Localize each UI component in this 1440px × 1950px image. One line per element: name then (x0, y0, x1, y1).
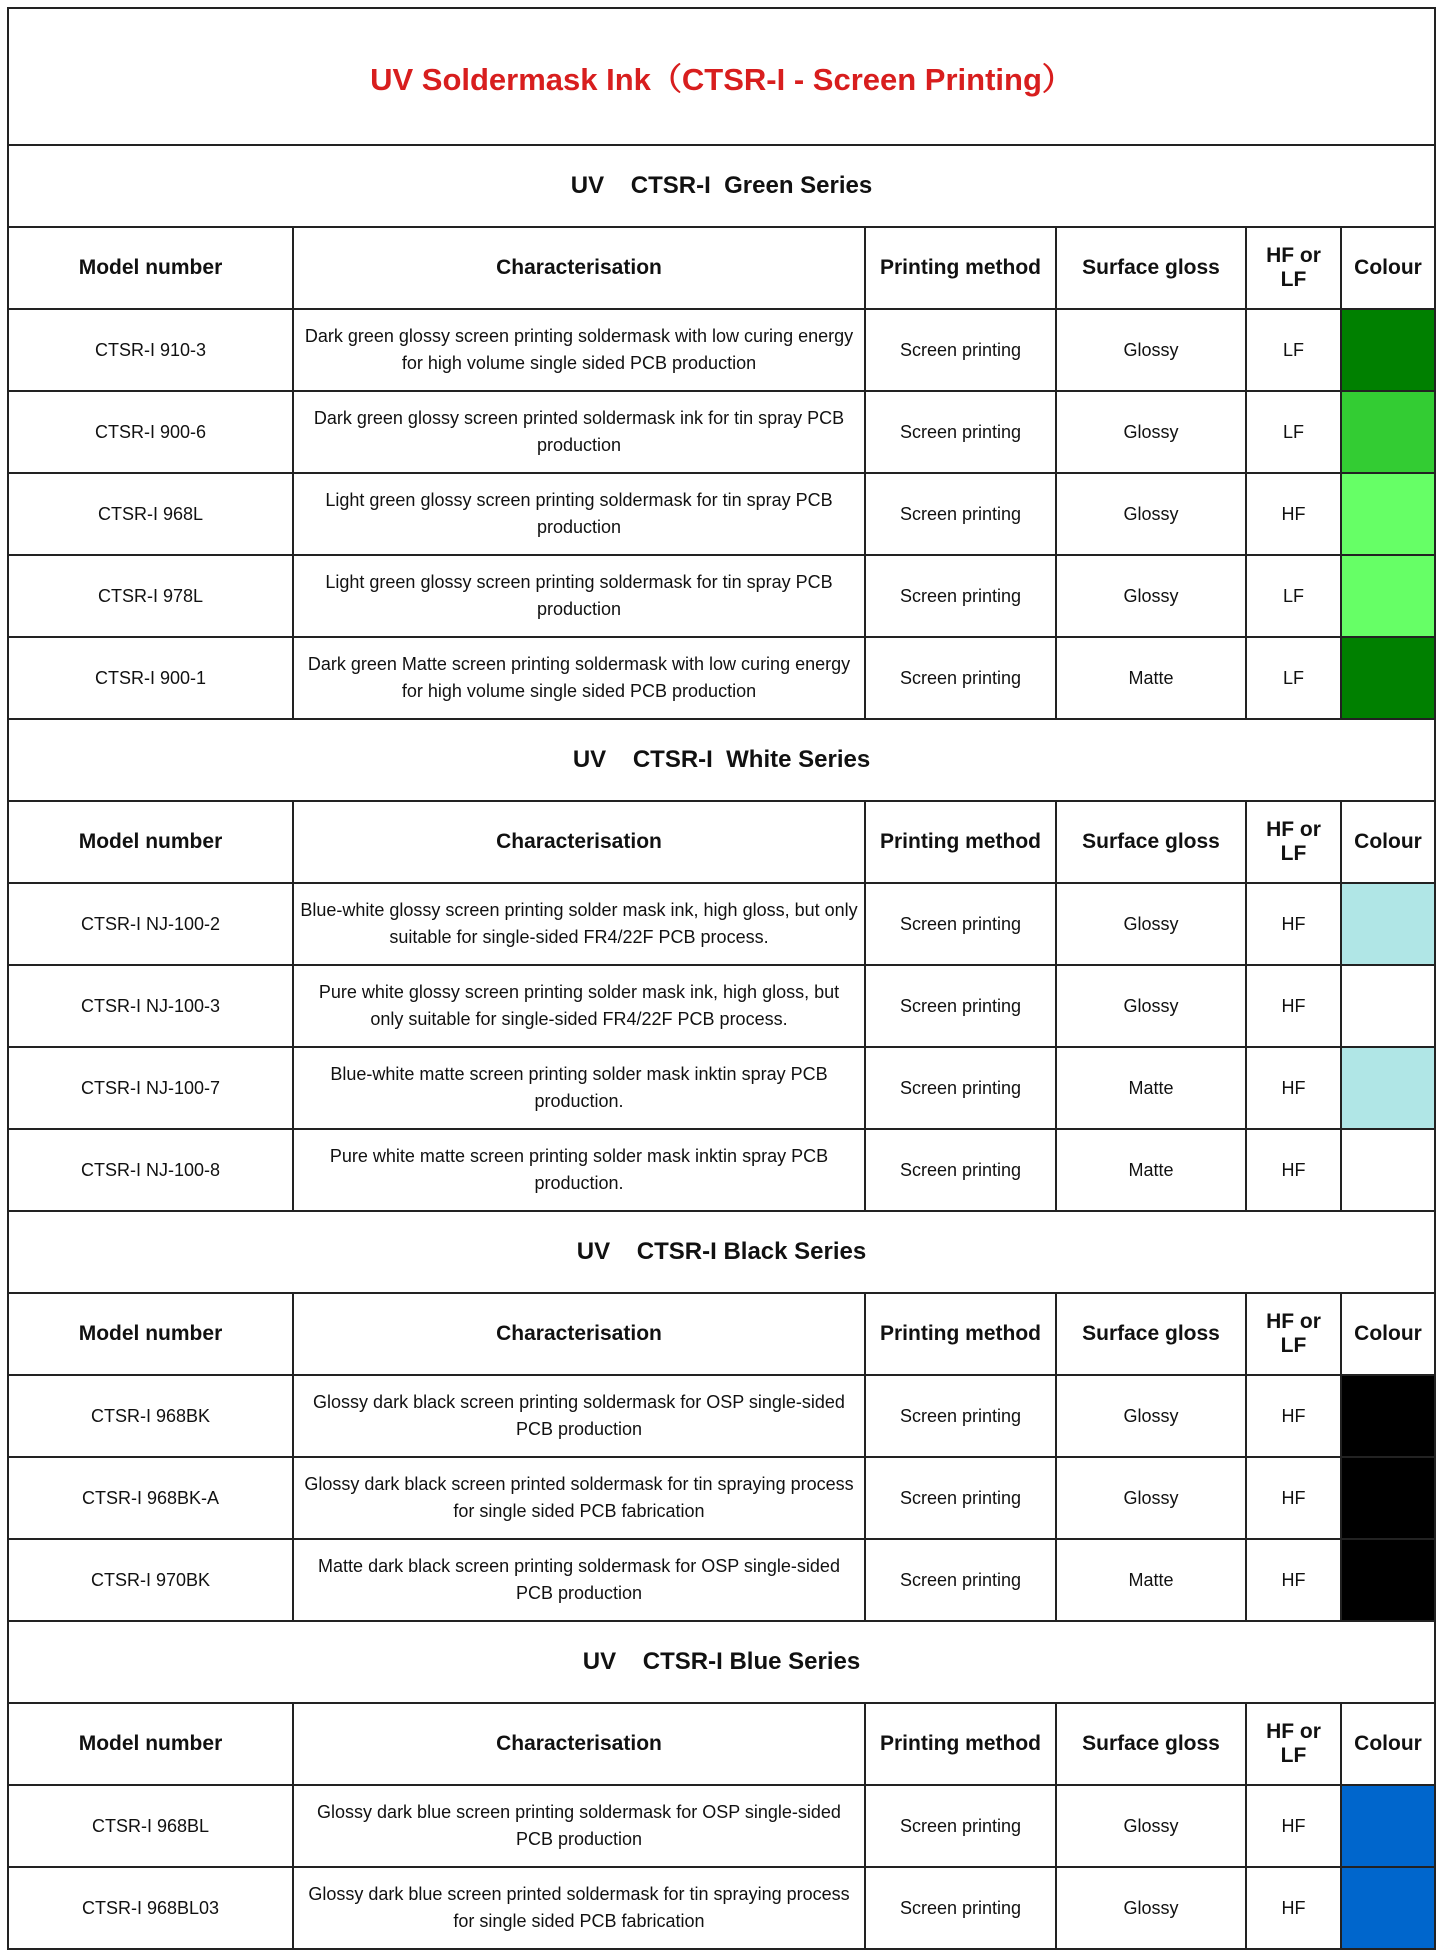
characterisation-cell: Dark green glossy screen printing soldermask with low curing energy for high volume single sided PCB production (293, 309, 865, 391)
table-row (8, 965, 1435, 1047)
series-title-row (8, 1211, 1435, 1293)
table-row (8, 1785, 1435, 1867)
printing-method-cell: Screen printing (865, 555, 1056, 637)
colour-swatch (1341, 391, 1435, 473)
header-surface-gloss: Surface gloss (1056, 1703, 1246, 1785)
header-surface-gloss: Surface gloss (1056, 801, 1246, 883)
header-characterisation: Characterisation (293, 801, 865, 883)
colour-swatch (1341, 883, 1435, 965)
colour-swatch (1341, 555, 1435, 637)
table-row (8, 309, 1435, 391)
table-row (8, 883, 1435, 965)
hf-lf-cell: HF (1246, 1539, 1341, 1621)
printing-method-cell: Screen printing (865, 1539, 1056, 1621)
page-title: UV Soldermask Ink（CTSR-I - Screen Printing） (8, 8, 1435, 145)
model-number-cell: CTSR-I NJ-100-3 (8, 965, 293, 1047)
surface-gloss-cell: Glossy (1056, 883, 1246, 965)
series-title-row (8, 145, 1435, 227)
hf-lf-cell: HF (1246, 965, 1341, 1047)
characterisation-cell: Glossy dark black screen printing soldermask for OSP single-sided PCB production (293, 1375, 865, 1457)
table-row (8, 1539, 1435, 1621)
hf-lf-cell: HF (1246, 1129, 1341, 1211)
printing-method-cell: Screen printing (865, 1457, 1056, 1539)
column-header-row (8, 227, 1435, 309)
characterisation-cell: Glossy dark blue screen printed soldermask for tin spraying process for single sided PCB fabrication (293, 1867, 865, 1949)
hf-lf-cell: HF (1246, 1457, 1341, 1539)
model-number-cell: CTSR-I 968L (8, 473, 293, 555)
surface-gloss-cell: Matte (1056, 637, 1246, 719)
header-colour: Colour (1341, 1703, 1435, 1785)
series-title: UV CTSR-I Black Series (8, 1211, 1435, 1293)
model-number-cell: CTSR-I 970BK (8, 1539, 293, 1621)
header-printing-method: Printing method (865, 227, 1056, 309)
hf-lf-cell: HF (1246, 883, 1341, 965)
header-printing-method: Printing method (865, 1293, 1056, 1375)
column-header-row (8, 1703, 1435, 1785)
surface-gloss-cell: Glossy (1056, 1375, 1246, 1457)
colour-swatch (1341, 1785, 1435, 1867)
table-row (8, 1867, 1435, 1949)
hf-lf-cell: HF (1246, 473, 1341, 555)
model-number-cell: CTSR-I 968BK-A (8, 1457, 293, 1539)
characterisation-cell: Glossy dark blue screen printing soldermask for OSP single-sided PCB production (293, 1785, 865, 1867)
model-number-cell: CTSR-I 910-3 (8, 309, 293, 391)
hf-lf-cell: HF (1246, 1867, 1341, 1949)
series-title: UV CTSR-I Green Series (8, 145, 1435, 227)
printing-method-cell: Screen printing (865, 1867, 1056, 1949)
model-number-cell: CTSR-I 900-1 (8, 637, 293, 719)
header-colour: Colour (1341, 227, 1435, 309)
printing-method-cell: Screen printing (865, 391, 1056, 473)
model-number-cell: CTSR-I 968BL (8, 1785, 293, 1867)
hf-lf-cell: LF (1246, 637, 1341, 719)
colour-swatch (1341, 1375, 1435, 1457)
header-characterisation: Characterisation (293, 1703, 865, 1785)
header-colour: Colour (1341, 801, 1435, 883)
hf-lf-cell: LF (1246, 309, 1341, 391)
header-hf-or-lf: HF or LF (1246, 801, 1341, 883)
surface-gloss-cell: Glossy (1056, 965, 1246, 1047)
printing-method-cell: Screen printing (865, 1047, 1056, 1129)
header-model-number: Model number (8, 1293, 293, 1375)
characterisation-cell: Blue-white matte screen printing solder mask inktin spray PCB production. (293, 1047, 865, 1129)
header-model-number: Model number (8, 801, 293, 883)
printing-method-cell: Screen printing (865, 1785, 1056, 1867)
header-hf-or-lf: HF or LF (1246, 1293, 1341, 1375)
series-title: UV CTSR-I Blue Series (8, 1621, 1435, 1703)
characterisation-cell: Glossy dark black screen printed soldermask for tin spraying process for single sided PCB fabrication (293, 1457, 865, 1539)
printing-method-cell: Screen printing (865, 1129, 1056, 1211)
characterisation-cell: Light green glossy screen printing soldermask for tin spray PCB production (293, 473, 865, 555)
characterisation-cell: Light green glossy screen printing soldermask for tin spray PCB production (293, 555, 865, 637)
characterisation-cell: Dark green Matte screen printing soldermask with low curing energy for high volume single sided PCB production (293, 637, 865, 719)
characterisation-cell: Blue-white glossy screen printing solder mask ink, high gloss, but only suitable for single-sided FR4/22F PCB process. (293, 883, 865, 965)
table-row (8, 637, 1435, 719)
hf-lf-cell: HF (1246, 1785, 1341, 1867)
surface-gloss-cell: Glossy (1056, 1785, 1246, 1867)
header-surface-gloss: Surface gloss (1056, 227, 1246, 309)
model-number-cell: CTSR-I NJ-100-8 (8, 1129, 293, 1211)
printing-method-cell: Screen printing (865, 883, 1056, 965)
colour-swatch (1341, 1539, 1435, 1621)
characterisation-cell: Pure white glossy screen printing solder mask ink, high gloss, but only suitable for single-sided FR4/22F PCB process. (293, 965, 865, 1047)
column-header-row (8, 801, 1435, 883)
header-model-number: Model number (8, 227, 293, 309)
table-row (8, 1129, 1435, 1211)
surface-gloss-cell: Glossy (1056, 473, 1246, 555)
colour-swatch (1341, 1129, 1435, 1211)
header-surface-gloss: Surface gloss (1056, 1293, 1246, 1375)
header-hf-or-lf: HF or LF (1246, 227, 1341, 309)
printing-method-cell: Screen printing (865, 637, 1056, 719)
table-row (8, 391, 1435, 473)
model-number-cell: CTSR-I 968BL03 (8, 1867, 293, 1949)
table-row (8, 1457, 1435, 1539)
printing-method-cell: Screen printing (865, 965, 1056, 1047)
model-number-cell: CTSR-I NJ-100-2 (8, 883, 293, 965)
colour-swatch (1341, 1457, 1435, 1539)
soldermask-spec-table (7, 7, 1436, 1950)
header-hf-or-lf: HF or LF (1246, 1703, 1341, 1785)
table-row (8, 1375, 1435, 1457)
header-printing-method: Printing method (865, 1703, 1056, 1785)
surface-gloss-cell: Glossy (1056, 309, 1246, 391)
surface-gloss-cell: Matte (1056, 1047, 1246, 1129)
series-title-row (8, 719, 1435, 801)
model-number-cell: CTSR-I NJ-100-7 (8, 1047, 293, 1129)
column-header-row (8, 1293, 1435, 1375)
table-row (8, 1047, 1435, 1129)
colour-swatch (1341, 473, 1435, 555)
colour-swatch (1341, 965, 1435, 1047)
table-row (8, 555, 1435, 637)
series-title-row (8, 1621, 1435, 1703)
hf-lf-cell: HF (1246, 1047, 1341, 1129)
characterisation-cell: Matte dark black screen printing soldermask for OSP single-sided PCB production (293, 1539, 865, 1621)
header-printing-method: Printing method (865, 801, 1056, 883)
title-row (8, 8, 1435, 145)
surface-gloss-cell: Glossy (1056, 1457, 1246, 1539)
surface-gloss-cell: Glossy (1056, 555, 1246, 637)
surface-gloss-cell: Matte (1056, 1539, 1246, 1621)
header-model-number: Model number (8, 1703, 293, 1785)
printing-method-cell: Screen printing (865, 1375, 1056, 1457)
surface-gloss-cell: Matte (1056, 1129, 1246, 1211)
hf-lf-cell: HF (1246, 1375, 1341, 1457)
header-characterisation: Characterisation (293, 1293, 865, 1375)
colour-swatch (1341, 1047, 1435, 1129)
series-title: UV CTSR-I White Series (8, 719, 1435, 801)
model-number-cell: CTSR-I 968BK (8, 1375, 293, 1457)
hf-lf-cell: LF (1246, 555, 1341, 637)
colour-swatch (1341, 1867, 1435, 1949)
header-colour: Colour (1341, 1293, 1435, 1375)
surface-gloss-cell: Glossy (1056, 1867, 1246, 1949)
printing-method-cell: Screen printing (865, 309, 1056, 391)
model-number-cell: CTSR-I 900-6 (8, 391, 293, 473)
table-row (8, 473, 1435, 555)
printing-method-cell: Screen printing (865, 473, 1056, 555)
colour-swatch (1341, 637, 1435, 719)
characterisation-cell: Pure white matte screen printing solder mask inktin spray PCB production. (293, 1129, 865, 1211)
characterisation-cell: Dark green glossy screen printed soldermask ink for tin spray PCB production (293, 391, 865, 473)
hf-lf-cell: LF (1246, 391, 1341, 473)
header-characterisation: Characterisation (293, 227, 865, 309)
colour-swatch (1341, 309, 1435, 391)
surface-gloss-cell: Glossy (1056, 391, 1246, 473)
model-number-cell: CTSR-I 978L (8, 555, 293, 637)
